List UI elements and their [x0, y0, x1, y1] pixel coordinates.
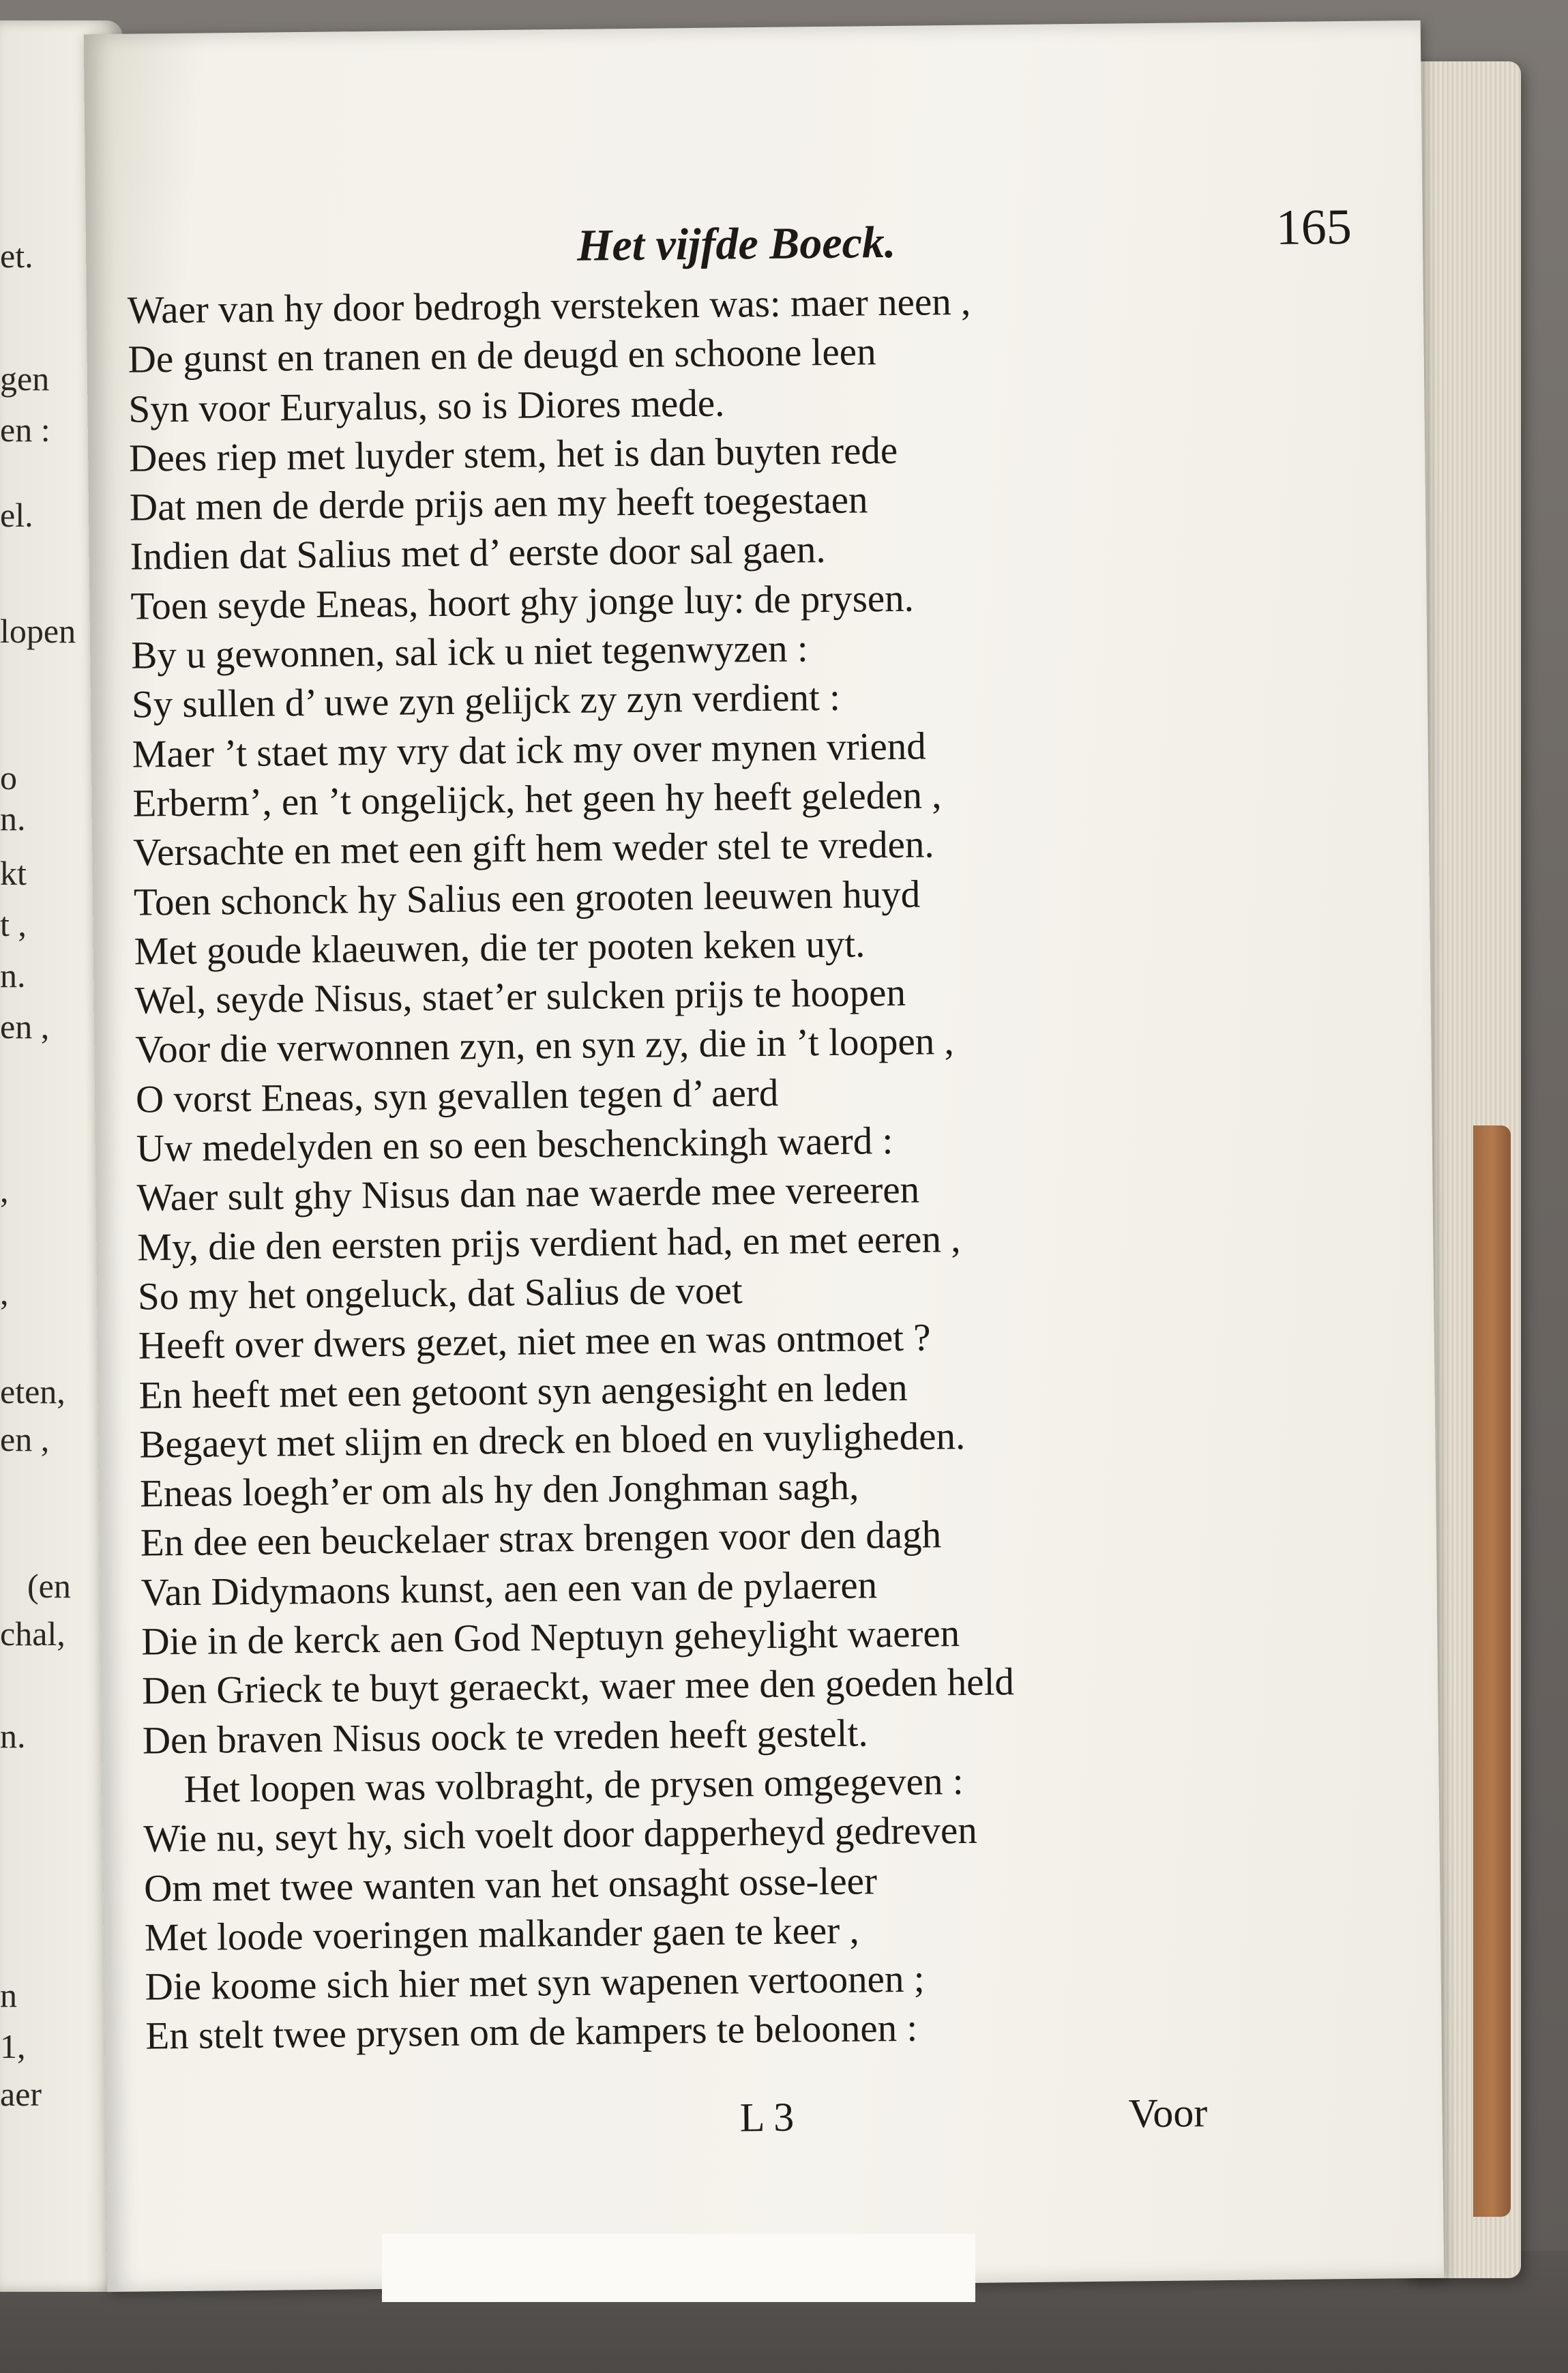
verse-line: Maer ’t staet my vry dat ick my over mynen vriend	[132, 724, 927, 776]
verse-line: Wel, seyde Nisus, staet’er sulcken prijs te hoopen	[134, 971, 906, 1022]
facing-fragment: (en	[27, 1567, 71, 1605]
facing-fragment: t ,	[0, 905, 27, 943]
verse-line: Den braven Nisus oock te vreden heeft gestelt.	[142, 1711, 868, 1763]
leather-edge	[1473, 1125, 1511, 2217]
verse-line: Toen schonck hy Salius een grooten leeuwen huyd	[133, 872, 921, 924]
verse-line: Sy sullen d’ uwe zyn gelijck zy zyn verdient :	[131, 676, 841, 727]
facing-fragment: et.	[0, 237, 33, 275]
verse-text	[128, 274, 1387, 2062]
facing-fragment: en :	[0, 411, 50, 449]
verse-line: Met loode voeringen malkander gaen te keer ,	[144, 1908, 859, 1960]
verse-line: Waer van hy door bedrogh versteken was: maer neen ,	[127, 280, 971, 332]
verse-line: Begaeyt met slijm en dreck en bloed en vuyligheden.	[139, 1414, 966, 1466]
facing-fragment: chal,	[0, 1615, 65, 1653]
verse-line: Wie nu, seyt hy, sich voelt door dapperheyd gedreven	[143, 1808, 978, 1861]
verse-line: Dat men de derde prijs aen my heeft toegestaen	[129, 478, 868, 529]
verse-line: O vorst Eneas, syn gevallen tegen d’ aerd	[135, 1071, 779, 1121]
verse-line: Erberm’, en ’t ongelijck, het geen hy heeft geleden ,	[132, 773, 942, 825]
facing-fragment: o	[0, 758, 17, 797]
facing-fragment: kt	[0, 854, 27, 892]
facing-fragment: en ,	[0, 1007, 50, 1046]
catchword: Voor	[1128, 2090, 1208, 2136]
verse-line: Van Didymaons kunst, aen een van de pylaeren	[140, 1563, 878, 1615]
verse-line: Indien dat Salius met d’ eerste door sal gaen.	[130, 528, 826, 579]
verse-line: En stelt twee prysen om de kampers te beloonen :	[145, 2007, 918, 2058]
verse-line: Waer sult ghy Nisus dan nae waerde mee vereeren	[136, 1168, 920, 1220]
facing-fragment: en ,	[0, 1420, 50, 1458]
verse-line: Syn voor Euryalus, so is Diores mede.	[128, 381, 725, 431]
facing-fragment: n.	[0, 956, 26, 994]
verse-line: Met goude klaeuwen, die ter pooten keken uyt.	[134, 922, 866, 973]
facing-fragment: n	[0, 1976, 17, 2014]
white-label-strip	[382, 2234, 975, 2302]
verse-line: So my het ongeluck, dat Salius de voet	[137, 1269, 743, 1318]
facing-fragment: ,	[0, 1171, 9, 1209]
verse-line: Uw medelyden en so een beschenckingh waerd :	[136, 1119, 893, 1170]
verse-line: Die in de kerck aen God Neptuyn geheylight waeren	[141, 1612, 960, 1664]
verse-line: Het loopen was volbraght, de prysen omgegeven :	[183, 1759, 964, 1811]
page-number: 165	[1275, 198, 1352, 256]
running-head: Het vijfde Boeck.	[576, 217, 896, 271]
verse-line: Toen seyde Eneas, hoort ghy jonge luy: de prysen.	[130, 576, 915, 628]
facing-fragment: eten,	[0, 1372, 65, 1411]
verse-line: Versachte en met een gift hem weder stel te vreden.	[132, 823, 934, 874]
facing-fragment: ,	[0, 1273, 9, 1312]
facing-fragment: gen	[0, 359, 50, 398]
facing-fragment: lopen	[0, 612, 76, 650]
book-page	[84, 20, 1445, 2292]
verse-line: Den Grieck te buyt geraeckt, waer mee den goeden held	[141, 1660, 1015, 1713]
facing-fragment: 1,	[0, 2027, 26, 2065]
facing-fragment: n.	[0, 1717, 26, 1755]
verse-line: En heeft met een getoont syn aengesight en leden	[138, 1366, 908, 1417]
verse-line: Heeft over dwers gezet, niet mee en was ontmoet ?	[138, 1316, 931, 1368]
verse-line: My, die den eersten prijs verdient had, en met eeren ,	[137, 1217, 961, 1269]
verse-line: Eneas loegh’er om als hy den Jonghman sagh,	[139, 1464, 859, 1516]
verse-line: By u gewonnen, sal ick u niet tegenwyzen :	[130, 627, 809, 677]
verse-line: Die koome sich hier met syn wapenen vertoonen ;	[145, 1957, 925, 2009]
facing-fragment: n.	[0, 799, 26, 838]
facing-fragment: aer	[0, 2075, 42, 2113]
verse-line: Dees riep met luyder stem, het is dan buyten rede	[128, 428, 898, 480]
verse-line: Om met twee wanten van het onsaght osse-leer	[143, 1859, 878, 1911]
verse-line: En dee een beuckelaer strax brengen voor den dagh	[140, 1513, 942, 1565]
facing-fragment: el.	[0, 496, 33, 534]
signature-mark: L 3	[739, 2094, 795, 2140]
verse-line: Voor die verwonnen zyn, en syn zy, die in ’t loopen ,	[134, 1020, 955, 1072]
verse-line: De gunst en tranen en de deugd en schoone leen	[128, 330, 876, 381]
